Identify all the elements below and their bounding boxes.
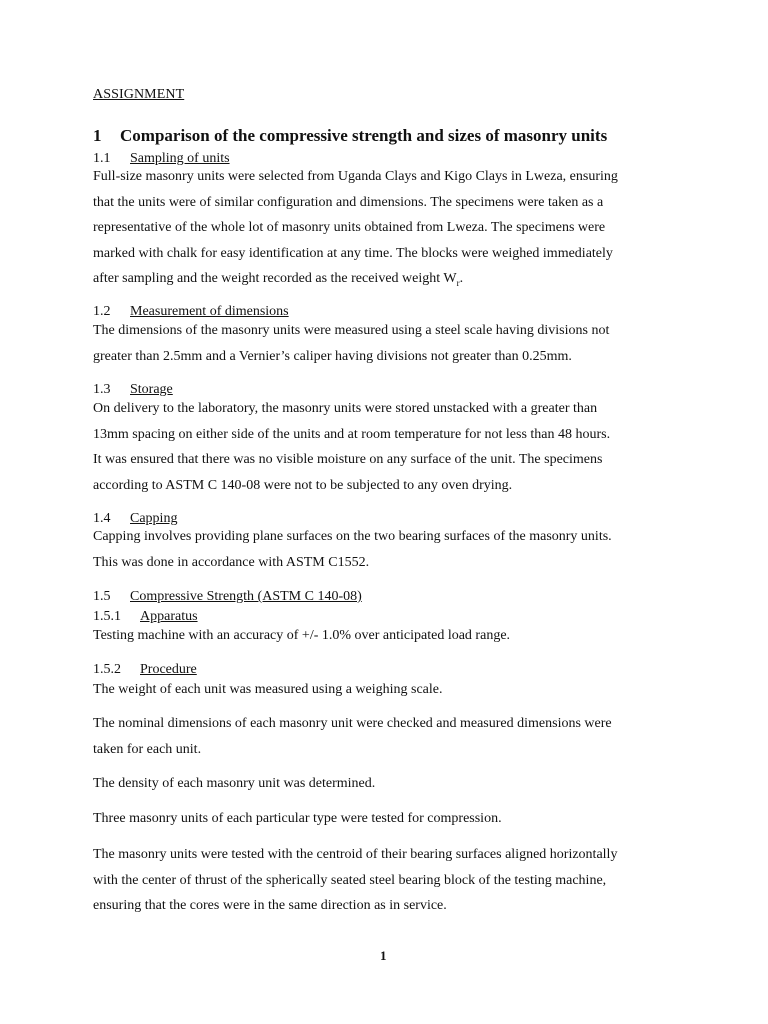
section-1-5-1-title: Apparatus	[140, 609, 198, 624]
section-1-1-title: Sampling of units	[130, 151, 230, 166]
section-1-title: Comparison of the compressive strength and sizes of masonry units	[120, 126, 608, 145]
procedure-paragraph-3	[93, 771, 683, 797]
paragraph-line: It was ensured that there was no visible moisture on any surface of the unit. The specimens	[93, 452, 603, 467]
section-1-5-heading	[93, 589, 362, 605]
paragraph-line: according to ASTM C 140-08 were not to be subjected to any oven drying.	[93, 477, 513, 493]
paragraph-line: marked with chalk for easy identification at any time. The blocks were weighed immediately	[93, 245, 613, 261]
procedure-paragraph-2	[93, 711, 683, 762]
paragraph-line: Capping involves providing plane surfaces on the two bearing surfaces of the masonry units.	[93, 529, 612, 544]
section-1-1-number: 1.1	[93, 151, 111, 166]
page-number: 1	[380, 948, 387, 963]
paragraph-line: greater than 2.5mm and a Vernier’s caliper having divisions not greater than 0.25mm.	[93, 348, 572, 364]
section-1-5-2-title: Procedure	[140, 662, 197, 677]
section-1-5-1-paragraph	[93, 623, 683, 649]
section-1-5-number: 1.5	[93, 589, 111, 604]
paragraph-line: Three masonry units of each particular type were tested for compression.	[93, 811, 502, 826]
paragraph-line: taken for each unit.	[93, 741, 202, 757]
section-1-heading	[93, 126, 607, 146]
procedure-paragraph-5	[93, 842, 683, 919]
paragraph-line: Full-size masonry units were selected from Uganda Clays and Kigo Clays in Lweza, ensuring	[93, 169, 618, 184]
paragraph-line: The nominal dimensions of each masonry unit were checked and measured dimensions were	[93, 716, 612, 731]
paragraph-line: On delivery to the laboratory, the masonry units were stored unstacked with a greater than	[93, 401, 598, 416]
paragraph-line: The weight of each unit was measured using a weighing scale.	[93, 682, 443, 697]
section-1-3-title: Storage	[130, 382, 173, 397]
section-1-5-2-heading	[93, 662, 197, 678]
section-1-4-title: Capping	[130, 511, 178, 526]
assignment-title: ASSIGNMENT	[93, 87, 185, 102]
section-1-5-1-number: 1.5.1	[93, 609, 121, 624]
paragraph-line: that the units were of similar configuration and dimensions. The specimens were taken as a	[93, 194, 604, 210]
paragraph-line: The density of each masonry unit was determined.	[93, 776, 376, 791]
section-1-3-number: 1.3	[93, 382, 111, 397]
section-1-2-paragraph	[93, 318, 683, 369]
section-1-2-number: 1.2	[93, 304, 111, 319]
paragraph-line: The masonry units were tested with the centroid of their bearing surfaces aligned horizontally	[93, 847, 618, 862]
section-1-number: 1	[93, 126, 102, 145]
section-1-4-paragraph	[93, 524, 683, 575]
paragraph-line: This was done in accordance with ASTM C1552.	[93, 554, 370, 570]
weight-sentence: after sampling and the weight recorded as the received weight W	[93, 271, 457, 286]
section-1-5-2-number: 1.5.2	[93, 662, 121, 677]
paragraph-line: The dimensions of the masonry units were measured using a steel scale having divisions not	[93, 323, 610, 338]
paragraph-line: Testing machine with an accuracy of +/- 1.0% over anticipated load range.	[93, 628, 511, 643]
paragraph-line: with the center of thrust of the spherically seated steel bearing block of the testing machine,	[93, 872, 607, 888]
section-1-5-title: Compressive Strength (ASTM C 140-08)	[130, 589, 362, 604]
procedure-paragraph-1	[93, 677, 683, 703]
procedure-paragraph-4	[93, 806, 683, 832]
paragraph-line	[93, 266, 683, 296]
paragraph-line: ensuring that the cores were in the same direction as in service.	[93, 898, 447, 913]
sentence-end: .	[459, 271, 464, 286]
section-1-3-paragraph	[93, 396, 683, 498]
weight-subscript: r	[456, 277, 460, 288]
section-1-1-paragraph	[93, 164, 683, 296]
paragraph-line: representative of the whole lot of masonry units obtained from Lweza. The specimens were	[93, 220, 606, 235]
section-1-4-number: 1.4	[93, 511, 111, 526]
section-1-2-title: Measurement of dimensions	[130, 304, 289, 319]
paragraph-line: 13mm spacing on either side of the units and at room temperature for not less than 48 hours.	[93, 426, 611, 442]
